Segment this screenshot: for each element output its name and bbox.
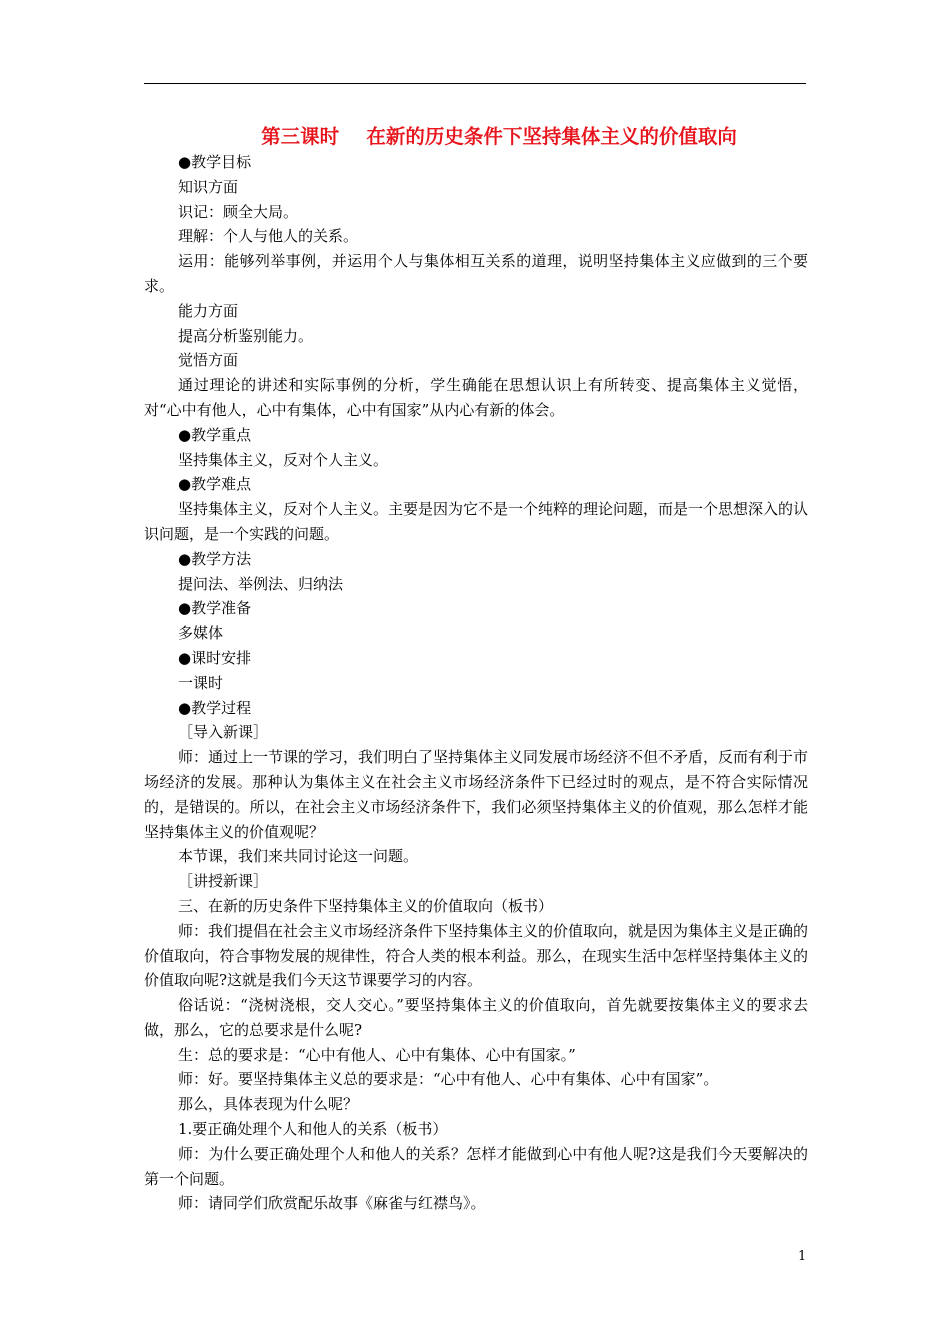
paragraph: 师：为什么要正确处理个人和他人的关系？怎样才能做到心中有他人呢?这是我们今天要解决的第一个问题。 bbox=[144, 1144, 808, 1188]
paragraph: 提问法、举例法、归纳法 bbox=[178, 574, 344, 593]
paragraph: 师：好。要坚持集体主义总的要求是：“心中有他人、心中有集体、心中有国家”。 bbox=[178, 1070, 719, 1089]
paragraph: 师：我们提倡在社会主义市场经济条件下坚持集体主义的价值取向，就是因为集体主义是正确的价值取向，符合事物发展的规律性，符合人类的根本利益。那么，在现实生活中怎样坚持集体主义的价值取向呢?这就是我们今天这节课要学习的内容。 bbox=[144, 921, 809, 990]
paragraph: 1.要正确处理个人和他人的关系（板书） bbox=[178, 1120, 448, 1139]
paragraph: 坚持集体主义，反对个人主义。主要是因为它不是一个纯粹的理论问题，而是一个思想深入的认识问题，是一个实践的问题。 bbox=[144, 500, 809, 543]
paragraph: ●教学过程 bbox=[178, 698, 252, 717]
paragraph: ●教学重点 bbox=[178, 425, 252, 444]
document-body bbox=[144, 150, 808, 1216]
paragraph: ●教学准备 bbox=[178, 599, 252, 618]
paragraph: ●教学目标 bbox=[178, 153, 252, 171]
paragraph: 能力方面 bbox=[178, 301, 239, 320]
paragraph: 知识方面 bbox=[178, 177, 239, 196]
paragraph: 理解：个人与他人的关系。 bbox=[178, 227, 359, 246]
paragraph: ●课时安排 bbox=[178, 648, 252, 667]
paragraph: 觉悟方面 bbox=[178, 351, 239, 370]
paragraph: 通过理论的讲述和实际事例的分析，学生确能在思想认识上有所转变、提高集体主义觉悟，对“心中有他人，心中有集体，心中有国家”从内心有新的体会。 bbox=[144, 376, 808, 419]
page-number: 1 bbox=[798, 1249, 807, 1264]
paragraph: 那么，具体表现为什么呢？ bbox=[178, 1095, 359, 1114]
paragraph: 多媒体 bbox=[178, 624, 224, 643]
paragraph: ［导入新课］ bbox=[178, 723, 269, 742]
paragraph: 坚持集体主义，反对个人主义。 bbox=[178, 450, 389, 469]
lesson-title: 第三课时 在新的历史条件下坚持集体主义的价值取向 bbox=[261, 125, 737, 148]
paragraph: 提高分析鉴别能力。 bbox=[178, 326, 314, 345]
paragraph: ［讲授新课］ bbox=[178, 872, 269, 891]
paragraph: ●教学方法 bbox=[178, 549, 252, 568]
paragraph: ●教学难点 bbox=[178, 475, 252, 494]
paragraph: 识记：顾全大局。 bbox=[178, 202, 299, 221]
paragraph: 俗话说：“浇树浇根，交人交心。”要坚持集体主义的价值取向，首先就要按集体主义的要求去做，那么，它的总要求是什么呢? bbox=[144, 996, 808, 1039]
paragraph: 师：请同学们欣赏配乐故事《麻雀与红襟鸟》。 bbox=[178, 1194, 486, 1213]
paragraph: 一课时 bbox=[178, 673, 224, 692]
paragraph: 运用：能够列举事例，并运用个人与集体相互关系的道理，说明坚持集体主义应做到的三个要求。 bbox=[144, 252, 808, 295]
header-rule bbox=[144, 83, 806, 84]
paragraph: 师：通过上一节课的学习，我们明白了坚持集体主义同发展市场经济不但不矛盾，反而有利于市场经济的发展。那种认为集体主义在社会主义市场经济条件下已经过时的观点，是不符合实际情况的，是错误的。所以，在社会主义市场经济条件下，我们必须坚持集体主义的价值观，那么怎样才能坚持集体主义的价值观呢？ bbox=[144, 748, 809, 841]
paragraph: 本节课，我们来共同讨论这一问题。 bbox=[178, 847, 419, 866]
paragraph: 生：总的要求是：“心中有他人、心中有集体、心中有国家。” bbox=[178, 1045, 576, 1064]
paragraph: 三、在新的历史条件下坚持集体主义的价值取向（板书） bbox=[178, 896, 554, 915]
